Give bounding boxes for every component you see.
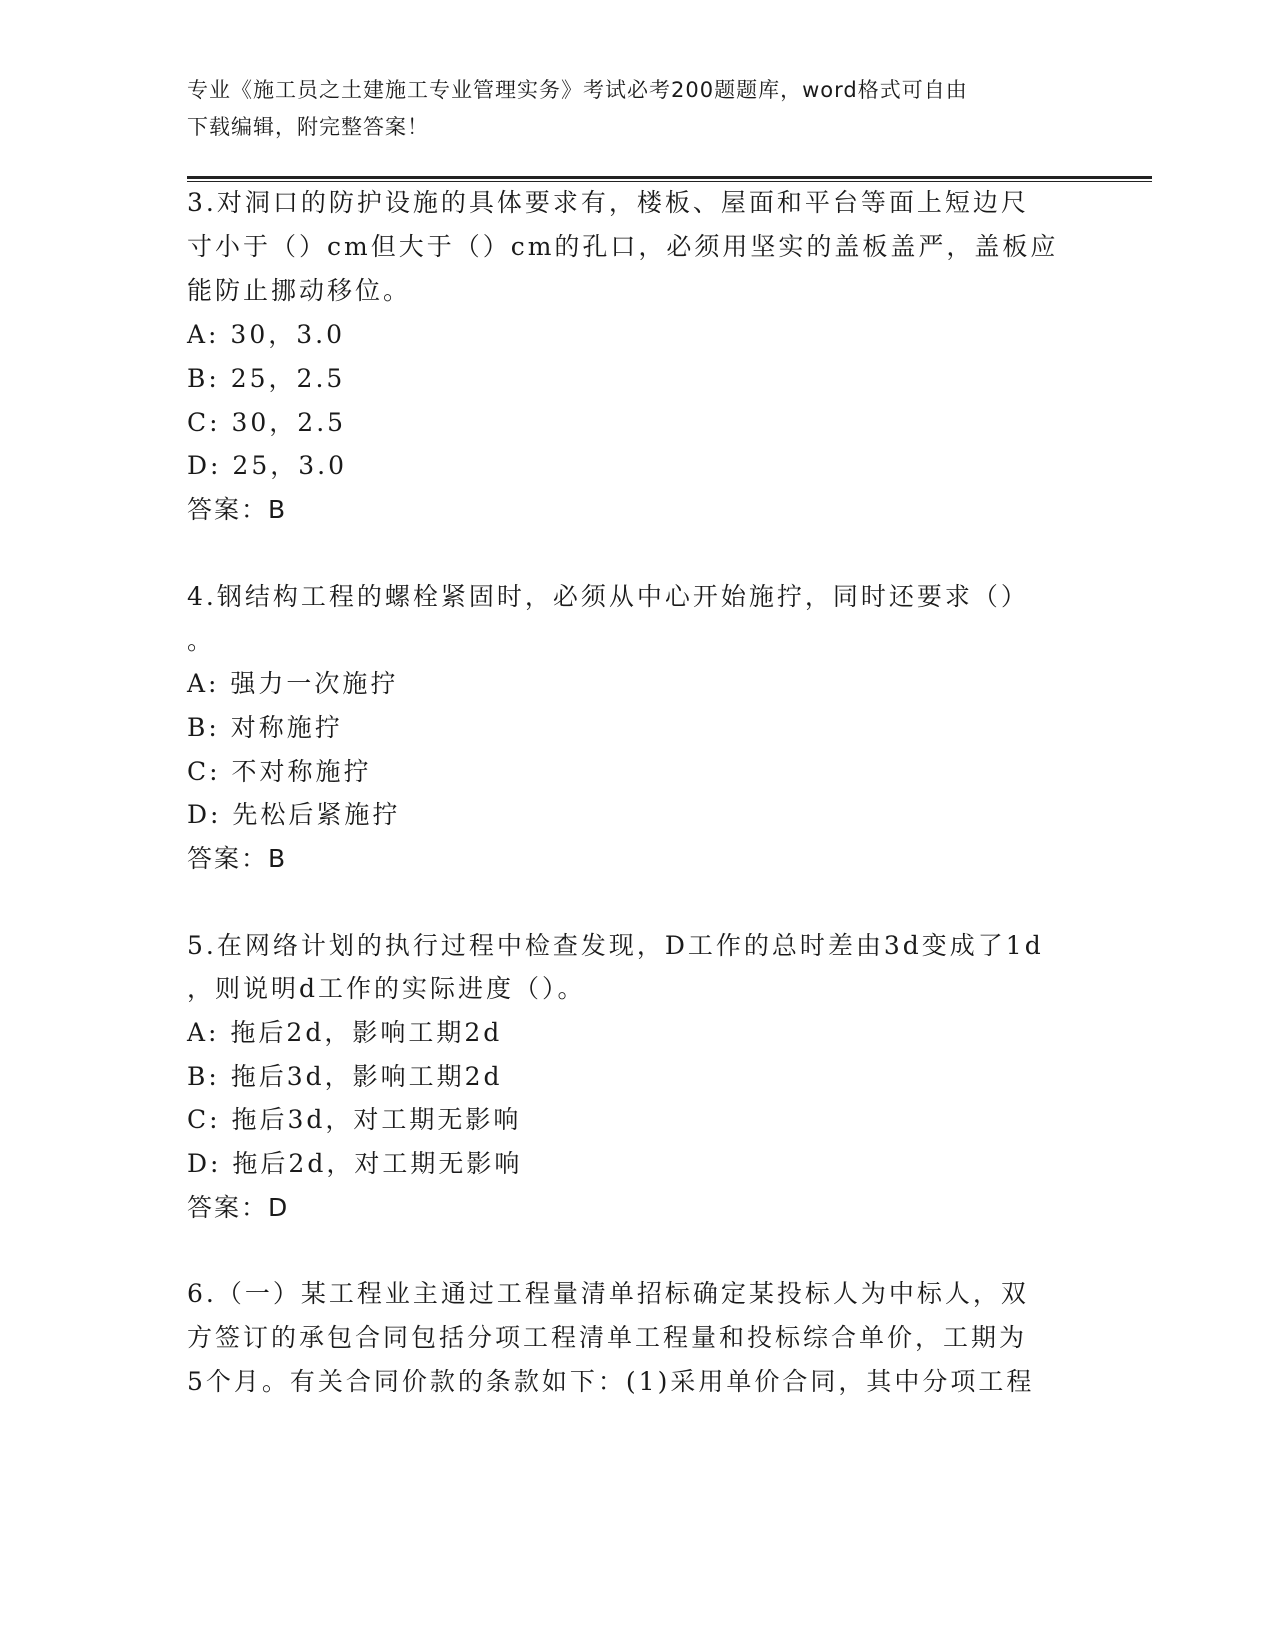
- question-3-option-a: A: 30，3.0: [187, 320, 345, 349]
- question-6-line-2: 方签订的承包合同包括分项工程清单工程量和投标综合单价，工期为: [187, 1323, 1028, 1352]
- question-4-option-b: B: 对称施拧: [187, 713, 343, 742]
- question-4-line-2: 。: [187, 626, 216, 655]
- question-4-answer: 答案：B: [187, 844, 288, 873]
- question-4-line-1: 4.钢结构工程的螺栓紧固时，必须从中心开始施拧，同时还要求（）: [187, 582, 1029, 611]
- question-5-option-d: D: 拖后2d，对工期无影响: [187, 1149, 523, 1178]
- question-6-line-3: 5个月。有关合同价款的条款如下：(1)采用单价合同，其中分项工程: [187, 1367, 1035, 1396]
- question-4-option-a: A: 强力一次施拧: [187, 669, 399, 698]
- question-5-option-c: C: 拖后3d，对工期无影响: [187, 1105, 522, 1134]
- question-5-answer: 答案：D: [187, 1193, 290, 1222]
- question-3-line-2: 寸小于（）cm但大于（）cm的孔口，必须用坚实的盖板盖严，盖板应: [187, 232, 1059, 261]
- question-4-option-c: C: 不对称施拧: [187, 757, 372, 786]
- header-line-2: 下载编辑，附完整答案！: [187, 115, 429, 139]
- header-line-1: 专业《施工员之土建施工专业管理实务》考试必考200题题库，word格式可自由: [187, 78, 968, 102]
- question-3-line-1: 3.对洞口的防护设施的具体要求有，楼板、屋面和平台等面上短边尺: [187, 188, 1029, 217]
- question-3-option-c: C: 30，2.5: [187, 408, 347, 437]
- question-3-option-d: D: 25，3.0: [187, 451, 347, 480]
- question-3-line-3: 能防止挪动移位。: [187, 276, 412, 305]
- question-3-answer: 答案：B: [187, 495, 288, 524]
- question-4-option-d: D: 先松后紧施拧: [187, 800, 401, 829]
- question-3-option-b: B: 25，2.5: [187, 364, 346, 393]
- header-divider-thick: [187, 176, 1152, 179]
- question-5-option-a: A: 拖后2d，影响工期2d: [187, 1018, 503, 1047]
- question-5-option-b: B: 拖后3d，影响工期2d: [187, 1062, 503, 1091]
- question-6-line-1: 6.（一）某工程业主通过工程量清单招标确定某投标人为中标人，双: [187, 1279, 1029, 1308]
- page-header: [187, 72, 1087, 146]
- question-5-line-1: 5.在网络计划的执行过程中检查发现，D工作的总时差由3d变成了1d: [187, 931, 1044, 960]
- question-5-line-2: ，则说明d工作的实际进度（）。: [187, 974, 586, 1003]
